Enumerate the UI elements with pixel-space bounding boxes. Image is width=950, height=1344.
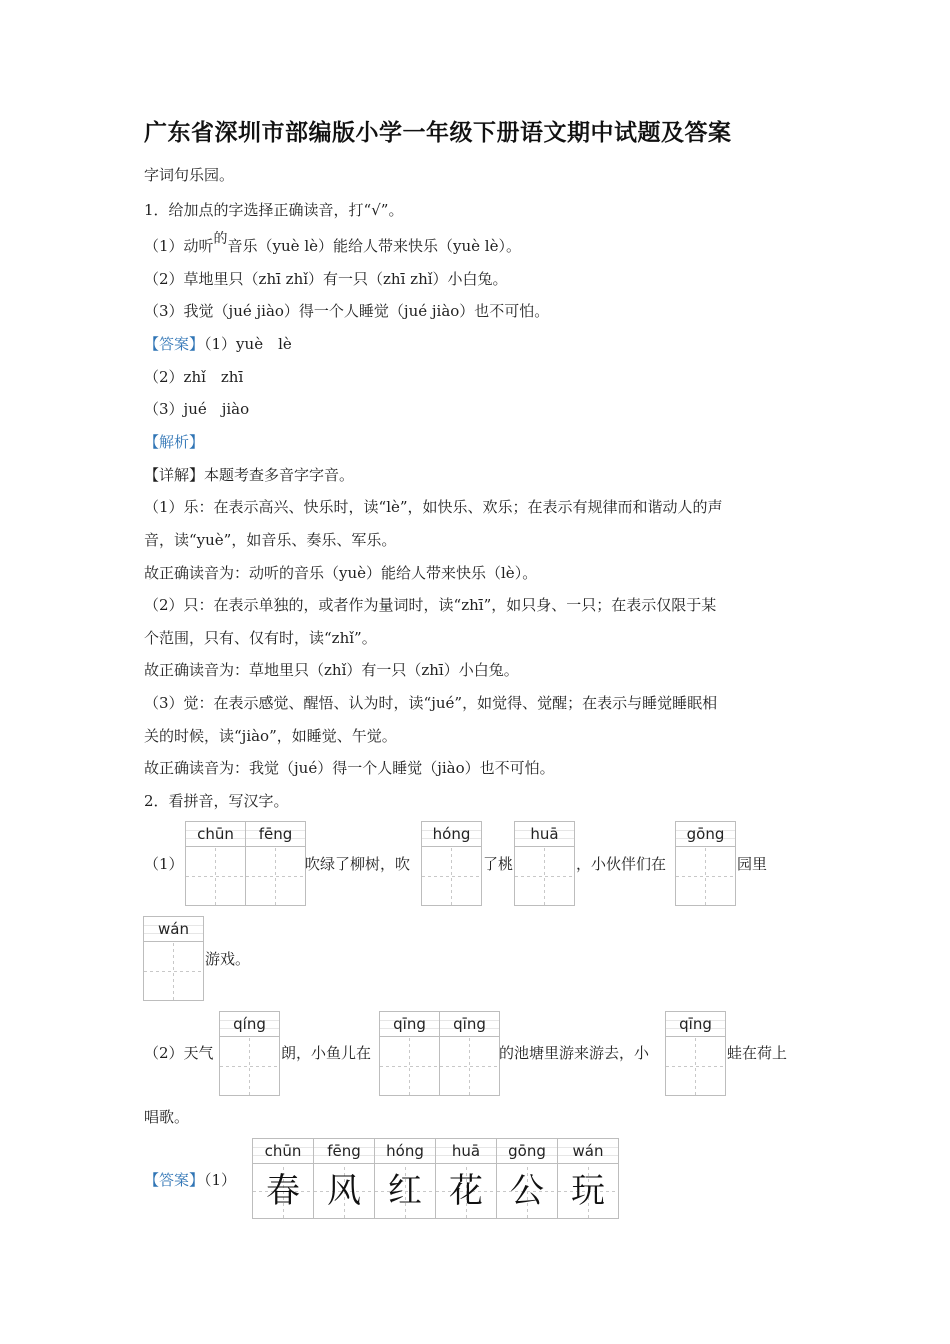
- detail-tag: 【详解】: [144, 466, 205, 484]
- detail-line-1: （1）乐：在表示高兴、快乐时，读“lè”，如快乐、欢乐；在表示有规律而和谐动人的声: [144, 498, 723, 516]
- section-heading: 字词句乐园。: [144, 166, 235, 184]
- answer-hanzi: 花: [436, 1164, 496, 1218]
- writing-box[interactable]: [246, 847, 305, 905]
- detail-intro: 本题考查多音字字音。: [204, 466, 355, 484]
- answer-pinyin: gōng: [497, 1139, 557, 1164]
- q2-s1-grid-3: [514, 821, 575, 906]
- answer-cell: [496, 1138, 558, 1219]
- detail-line-8: 关的时候，读“jiào”，如睡觉、午觉。: [144, 727, 397, 745]
- q2-s2-grid-3: [665, 1011, 726, 1096]
- q1-item-1-post: 音乐（yuè lè）能给人带来快乐（yuè lè）。: [227, 237, 521, 255]
- answer-cell: [557, 1138, 619, 1219]
- q1-item-1-dot: 的: [213, 231, 228, 247]
- pinyin-cell: [665, 1011, 726, 1096]
- q2-s2-text-3: 蛙在荷上: [727, 1044, 788, 1062]
- writing-box[interactable]: [220, 1037, 279, 1095]
- writing-box[interactable]: [440, 1037, 499, 1095]
- detail-line-6: 故正确读音为：草地里只（zhǐ）有一只（zhī）小白兔。: [144, 661, 519, 679]
- writing-box[interactable]: [666, 1037, 725, 1095]
- q2-s1-grid-1: [185, 821, 306, 906]
- answer-pinyin: hóng: [375, 1139, 435, 1164]
- pinyin-cell: [219, 1011, 280, 1096]
- pinyin-cell: [514, 821, 575, 906]
- q2-s2-grid-2: [379, 1011, 500, 1096]
- pinyin-text: gōng: [676, 822, 735, 847]
- q2-s1-text-5: 游戏。: [205, 950, 251, 968]
- analysis-tag: 【解析】: [144, 433, 205, 451]
- pinyin-cell: [245, 821, 306, 906]
- answer-pinyin: wán: [558, 1139, 618, 1164]
- q2-s1-text-2: 了桃: [483, 855, 514, 873]
- answer-tag: 【答案】: [144, 1171, 205, 1189]
- writing-box[interactable]: [676, 847, 735, 905]
- answer-hanzi: 红: [375, 1164, 435, 1218]
- pinyin-cell: [379, 1011, 440, 1096]
- pinyin-text: chūn: [186, 822, 245, 847]
- q2-s2-text-1: 朗，小鱼儿在: [281, 1044, 372, 1062]
- q1-answer-2: （2）zhǐ zhī: [144, 368, 244, 386]
- q1-answer-1: （1）yuè lè: [204, 335, 292, 353]
- pinyin-text: wán: [144, 917, 203, 942]
- detail-line-3: 故正确读音为：动听的音乐（yuè）能给人带来快乐（lè）。: [144, 564, 538, 582]
- answer-pinyin: chūn: [253, 1139, 313, 1164]
- pinyin-text: qīng: [380, 1012, 439, 1037]
- q2-answer-row: [144, 1170, 236, 1190]
- q2-answer-label: （1）: [204, 1171, 237, 1189]
- pinyin-text: hóng: [422, 822, 481, 847]
- q2-stem: 2．看拼音，写汉字。: [144, 792, 289, 810]
- q2-s2-label: （2）天气: [144, 1044, 214, 1062]
- q2-s1-grid-4: [675, 821, 736, 906]
- detail-line-7: （3）觉：在表示感觉、醒悟、认为时，读“jué”，如觉得、觉醒；在表示与睡觉睡眠相: [144, 694, 718, 712]
- pinyin-text: qíng: [220, 1012, 279, 1037]
- q1-item-1-pre: （1）动听: [144, 237, 214, 255]
- q1-stem: 1．给加点的字选择正确读音，打“√”。: [144, 201, 404, 219]
- answer-hanzi: 公: [497, 1164, 557, 1218]
- q1-answer-row-1: [144, 334, 292, 354]
- answer-hanzi: 风: [314, 1164, 374, 1218]
- detail-row: [144, 465, 354, 485]
- pinyin-text: qīng: [666, 1012, 725, 1037]
- writing-box[interactable]: [144, 942, 203, 1000]
- answer-cell: [374, 1138, 436, 1219]
- q2-s1-grid-2: [421, 821, 482, 906]
- detail-line-2: 音，读“yuè”，如音乐、奏乐、军乐。: [144, 531, 397, 549]
- pinyin-cell: [185, 821, 246, 906]
- answer-hanzi: 春: [253, 1164, 313, 1218]
- detail-line-4: （2）只：在表示单独的，或者作为量词时，读“zhī”，如只身、一只；在表示仅限于某: [144, 596, 717, 614]
- q1-item-3: （3）我觉（jué jiào）得一个人睡觉（jué jiào）也不可怕。: [144, 302, 550, 320]
- pinyin-cell: [421, 821, 482, 906]
- writing-box[interactable]: [422, 847, 481, 905]
- q2-s1-text-4: 园里: [737, 855, 768, 873]
- detail-line-5: 个范围，只有、仅有时，读“zhǐ”。: [144, 629, 377, 647]
- pinyin-text: huā: [515, 822, 574, 847]
- answer-cell: [313, 1138, 375, 1219]
- pinyin-cell: [439, 1011, 500, 1096]
- pinyin-text: fēng: [246, 822, 305, 847]
- page-title: 广东省深圳市部编版小学一年级下册语文期中试题及答案: [144, 120, 732, 146]
- q2-answer-grid: [252, 1138, 619, 1219]
- q2-s2-grid-1: [219, 1011, 280, 1096]
- detail-line-9: 故正确读音为：我觉（jué）得一个人睡觉（jiào）也不可怕。: [144, 759, 555, 777]
- writing-box[interactable]: [380, 1037, 439, 1095]
- q1-item-2: （2）草地里只（zhī zhǐ）有一只（zhī zhǐ）小白兔。: [144, 270, 508, 288]
- answer-hanzi: 玩: [558, 1164, 618, 1218]
- pinyin-text: qīng: [440, 1012, 499, 1037]
- q1-item-1: [144, 231, 521, 257]
- q2-s1-label: （1）: [144, 855, 184, 873]
- answer-pinyin: fēng: [314, 1139, 374, 1164]
- answer-pinyin: huā: [436, 1139, 496, 1164]
- q2-s1-grid-5: [143, 916, 204, 1001]
- pinyin-cell: [143, 916, 204, 1001]
- q2-s2-text-4: 唱歌。: [144, 1108, 190, 1126]
- answer-tag: 【答案】: [144, 335, 205, 353]
- q1-answer-3: （3）jué jiào: [144, 400, 250, 418]
- pinyin-cell: [675, 821, 736, 906]
- q2-s2-text-2: 的池塘里游来游去，小: [499, 1044, 650, 1062]
- writing-box[interactable]: [515, 847, 574, 905]
- q2-s1-text-1: 吹绿了柳树，吹: [305, 855, 411, 873]
- writing-box[interactable]: [186, 847, 245, 905]
- answer-cell: [435, 1138, 497, 1219]
- q2-s1-text-3: ，小伙伴们在: [576, 855, 667, 873]
- answer-cell: [252, 1138, 314, 1219]
